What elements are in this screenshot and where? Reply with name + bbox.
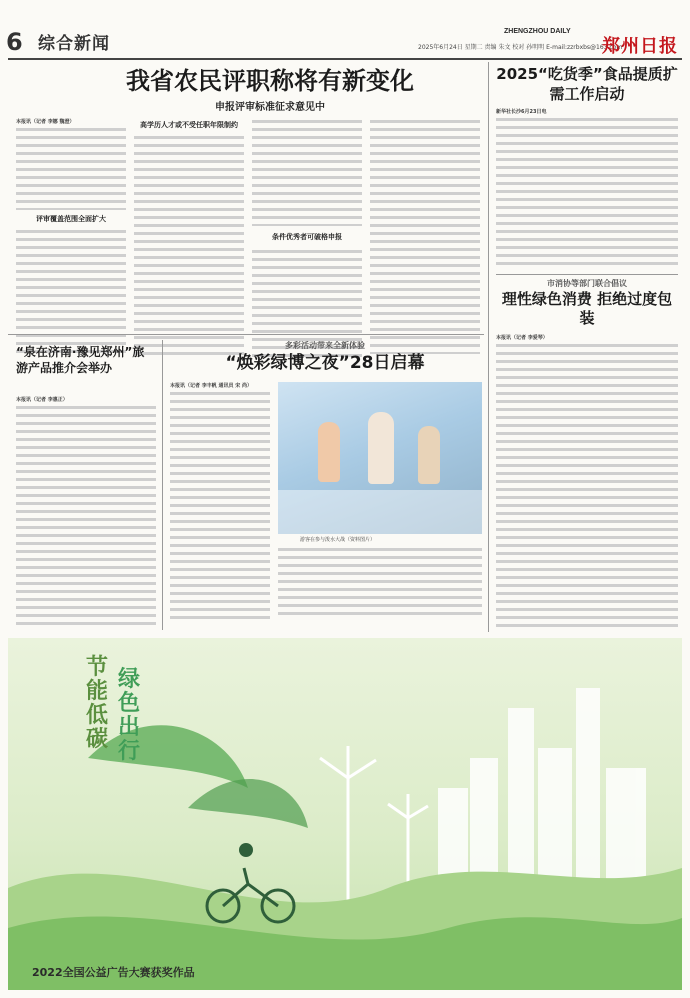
center-kicker: 多彩活动带来全新体验	[285, 341, 365, 350]
paper-logo: 郑州日报	[602, 36, 678, 57]
right-top-headline: 2025“吃货季”食品提质扩需工作启动	[496, 65, 678, 103]
page-number: 6	[6, 28, 23, 56]
lead-col-2	[134, 118, 244, 356]
poster-award: 2022全国公益广告大赛获奖作品	[32, 966, 195, 979]
right-divider	[496, 274, 678, 275]
photo-caption: 游客在参与泼水大战（资料图片）	[300, 537, 376, 543]
public-service-poster	[8, 638, 682, 990]
header-rule	[8, 58, 682, 60]
lead-headline: 我省农民评职称将有新变化	[126, 67, 414, 95]
right-top-body	[496, 108, 678, 266]
masthead	[418, 28, 678, 58]
section-title: 综合新闻	[38, 34, 110, 54]
lead-col-4	[370, 118, 480, 354]
mid-divider	[8, 334, 484, 335]
masthead-english: ZHENGZHOU DAILY	[504, 28, 571, 35]
right-mid-byline: 本报讯（记者 李爱琴）	[496, 335, 548, 341]
right-mid-kicker: 市消协等部门联合倡议	[547, 279, 627, 288]
lead-subhead-3: 条件优秀者可破格申报	[272, 233, 342, 241]
center-headline: “焕彩绿博之夜”28日启幕	[225, 353, 425, 373]
left-mid-body	[16, 396, 156, 626]
center-byline: 本报讯（记者 李丰帆 通讯员 宋 尚）	[170, 383, 252, 389]
column-divider	[488, 62, 489, 632]
water-festival-photo	[278, 382, 482, 534]
right-top-byline: 新华社长沙6月23日电	[496, 109, 547, 115]
column-divider-2	[162, 340, 163, 630]
right-mid-body	[496, 334, 678, 632]
left-mid-byline: 本报讯（记者 李惠正）	[16, 397, 68, 403]
lead-subhead-2: 高学历人才或不受任职年限制约	[140, 121, 238, 129]
right-mid-headline: 理性绿色消费 拒绝过度包装	[501, 290, 673, 327]
left-mid-headline: “泉在济南·豫见郑州”旅游产品推介会举办	[16, 345, 145, 375]
lead-col-1	[16, 118, 126, 358]
center-body-2	[278, 546, 482, 618]
lead-subtitle: 申报评审标准征求意见中	[215, 102, 325, 113]
poster-slogan-2: 绿色出行	[118, 667, 141, 764]
center-body-1	[170, 382, 270, 620]
masthead-date: 2025年6月24日 星期二 责编 朱文 校对 孙明明 E-mail:zzrbxbs@163.com	[418, 44, 623, 51]
lead-subhead-1: 评审覆盖范围全面扩大	[36, 215, 106, 223]
page-header	[0, 0, 690, 60]
lead-byline: 本报讯（记者 李娜 魏澄）	[16, 119, 75, 125]
lead-col-3	[252, 118, 362, 358]
poster-slogan-1: 节能低碳	[86, 655, 109, 752]
